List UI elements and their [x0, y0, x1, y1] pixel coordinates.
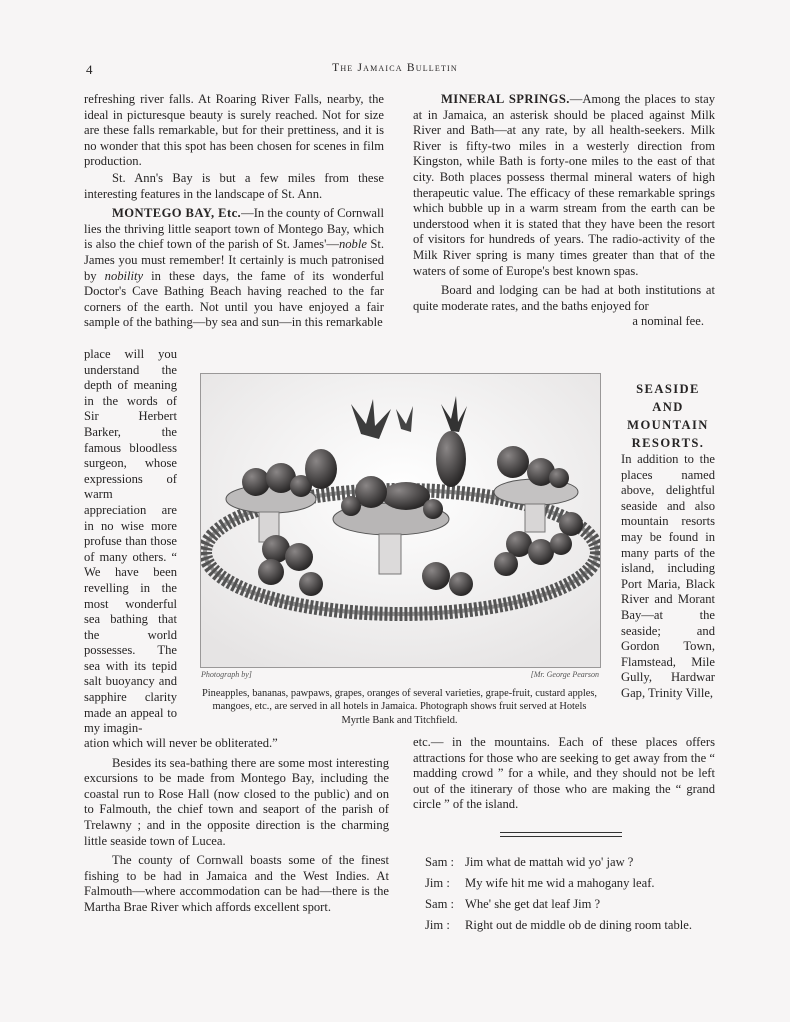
left-column-top [84, 92, 384, 331]
right-column-bottom [413, 735, 715, 813]
dialogue-speaker: Sam : [425, 897, 455, 911]
left-column-bottom [84, 736, 389, 916]
fruit-table-illustration [201, 374, 600, 667]
dialogue-line [425, 855, 725, 876]
dialogue-line [425, 918, 725, 939]
page-number: 4 [86, 62, 93, 77]
paragraph-sir-herbert-barker: place will you understand the depth of meaning in the words of Sir Herbert Barker, the famous bloodless surgeon, whose expressions of warm appreciation are in no wise more profuse than those of many others. “ We have been revelling in the most wonderful sea bathing that the world possesses. The sea with its tepid salt buoyancy and sapphire clarity made an appeal to my imagin- [84, 347, 177, 736]
right-column-top [413, 92, 715, 330]
paragraph-roaring-river: refreshing river falls. At Roaring River Falls, nearby, the ideal in picturesque beauty is surely reached. Not for size are these falls remarkable, but for their prettiness, and it is no wonder that this spot has been chosen for scenes in film production. [84, 92, 384, 169]
heading-seaside-mountain-resorts: SEASIDE AND MOUNTAIN RESORTS. [627, 382, 709, 450]
dialogue-text: Jim what de mattah wid yo' jaw ? [465, 855, 634, 869]
paragraph-seaside-resorts: In addition to the places named above, delightful seaside and also mountain resorts may be found in many parts of the island, including Port Maria, Black River and Morant Bay—at the seaside; and Gordon Town, Flamstead, Mile Gully, Hardwar Gap, Trinity Ville, [621, 452, 715, 700]
right-narrow-column [621, 452, 715, 702]
photo-credit-left: Photograph by] [201, 670, 252, 679]
paragraph-obliterated: ation which will never be obliterated.” [84, 736, 278, 750]
paragraph-board-lodging: Board and lodging can be had at both institutions at quite moderate rates, and the baths enjoyed for [413, 283, 715, 313]
text-nominal-fee: a nominal fee. [632, 314, 704, 329]
paragraph-excursions: Besides its sea-bathing there are some most interesting excursions to be made from Montego Bay, including the coastal run to Rose Hall (now closed to the public) and on to Falmouth, the chief town and seaport of the parish of Trelawny ; and in the opposite direction is the charming little seaside town of Lucea. [84, 755, 389, 848]
photo-credit-right: [Mr. George Pearson [530, 670, 599, 679]
photo-caption: Pineapples, bananas, pawpaws, grapes, oranges of several varieties, grape-fruit, custard apples, mangoes, etc., are served in all hotels in Jamaica. Photograph shows fruit served at Hotels Myrtle Bank and Titchfield. [202, 688, 597, 726]
fruit-photograph [200, 373, 601, 668]
paragraph-montego-bay: MONTEGO BAY, Etc.—In the county of Cornwall lies the thriving little seaport town of Montego Bay, which is also the chief town of the parish of St. James'—noble St. James you must remember! It certainly is much patronised by nobility in these days, the fame of its wonderful Doctor's Cave Bathing Beach having reached to the far corners of the earth. Not until you have enjoyed a fair sample of the bathing—by sea and sun—in this remarkable [84, 206, 385, 330]
paragraph-st-anns-bay: St. Ann's Bay is but a few miles from these interesting features in the landscape of St. Ann. [84, 170, 384, 201]
left-narrow-column [84, 347, 177, 737]
dialogue-text: Right out de middle ob de dining room table. [465, 918, 693, 932]
paragraph-mineral-springs: MINERAL SPRINGS.—Among the places to stay at in Jamaica, an asterisk should be placed against Milk River and Bath—at any rate, by all health-seekers. Milk River is fifty-two miles in a westerly direction from Kingston, while Bath is forty-one miles to the east of that city. Both places possess thermal mineral waters of high therapeutic value. The efficacy of these remarkable springs which bubble up in a warm stream from the earth can be understood when it is stated that they have been the resort of visitors for hundreds of years. The radio-activity of the Milk River spring is many times greater than that of the waters of some of Europe's best known spas. [413, 92, 715, 278]
dialogue-speaker: Jim : [425, 876, 450, 890]
heading-montego-bay: MONTEGO BAY, Etc. [112, 206, 242, 221]
paragraph-cornwall-fishing: The county of Cornwall boasts some of the finest fishing to be had in Jamaica and the West Indies. At Falmouth—where accommodation can be had—there is the Martha Brae River which affords excellent sport. [84, 853, 389, 914]
dialogue-joke [425, 855, 725, 939]
dialogue-speaker: Jim : [425, 918, 450, 932]
section-divider [500, 832, 622, 837]
heading-mineral-springs: MINERAL SPRINGS. [441, 92, 570, 106]
running-head: The Jamaica Bulletin [332, 62, 458, 74]
dialogue-speaker: Sam : [425, 855, 455, 869]
dialogue-line [425, 897, 725, 918]
dialogue-line [425, 876, 725, 897]
dialogue-text: My wife hit me wid a mahogany leaf. [465, 876, 655, 890]
paragraph-mountain-resorts: etc.— in the mountains. Each of these places offers attractions for those who are seeking to get away from the “ madding crowd ” for a while, and they should not be left out of the itinerary of those who are making the “ grand circle ” of the island. [413, 735, 715, 812]
dialogue-text: Whe' she get dat leaf Jim ? [465, 897, 601, 911]
